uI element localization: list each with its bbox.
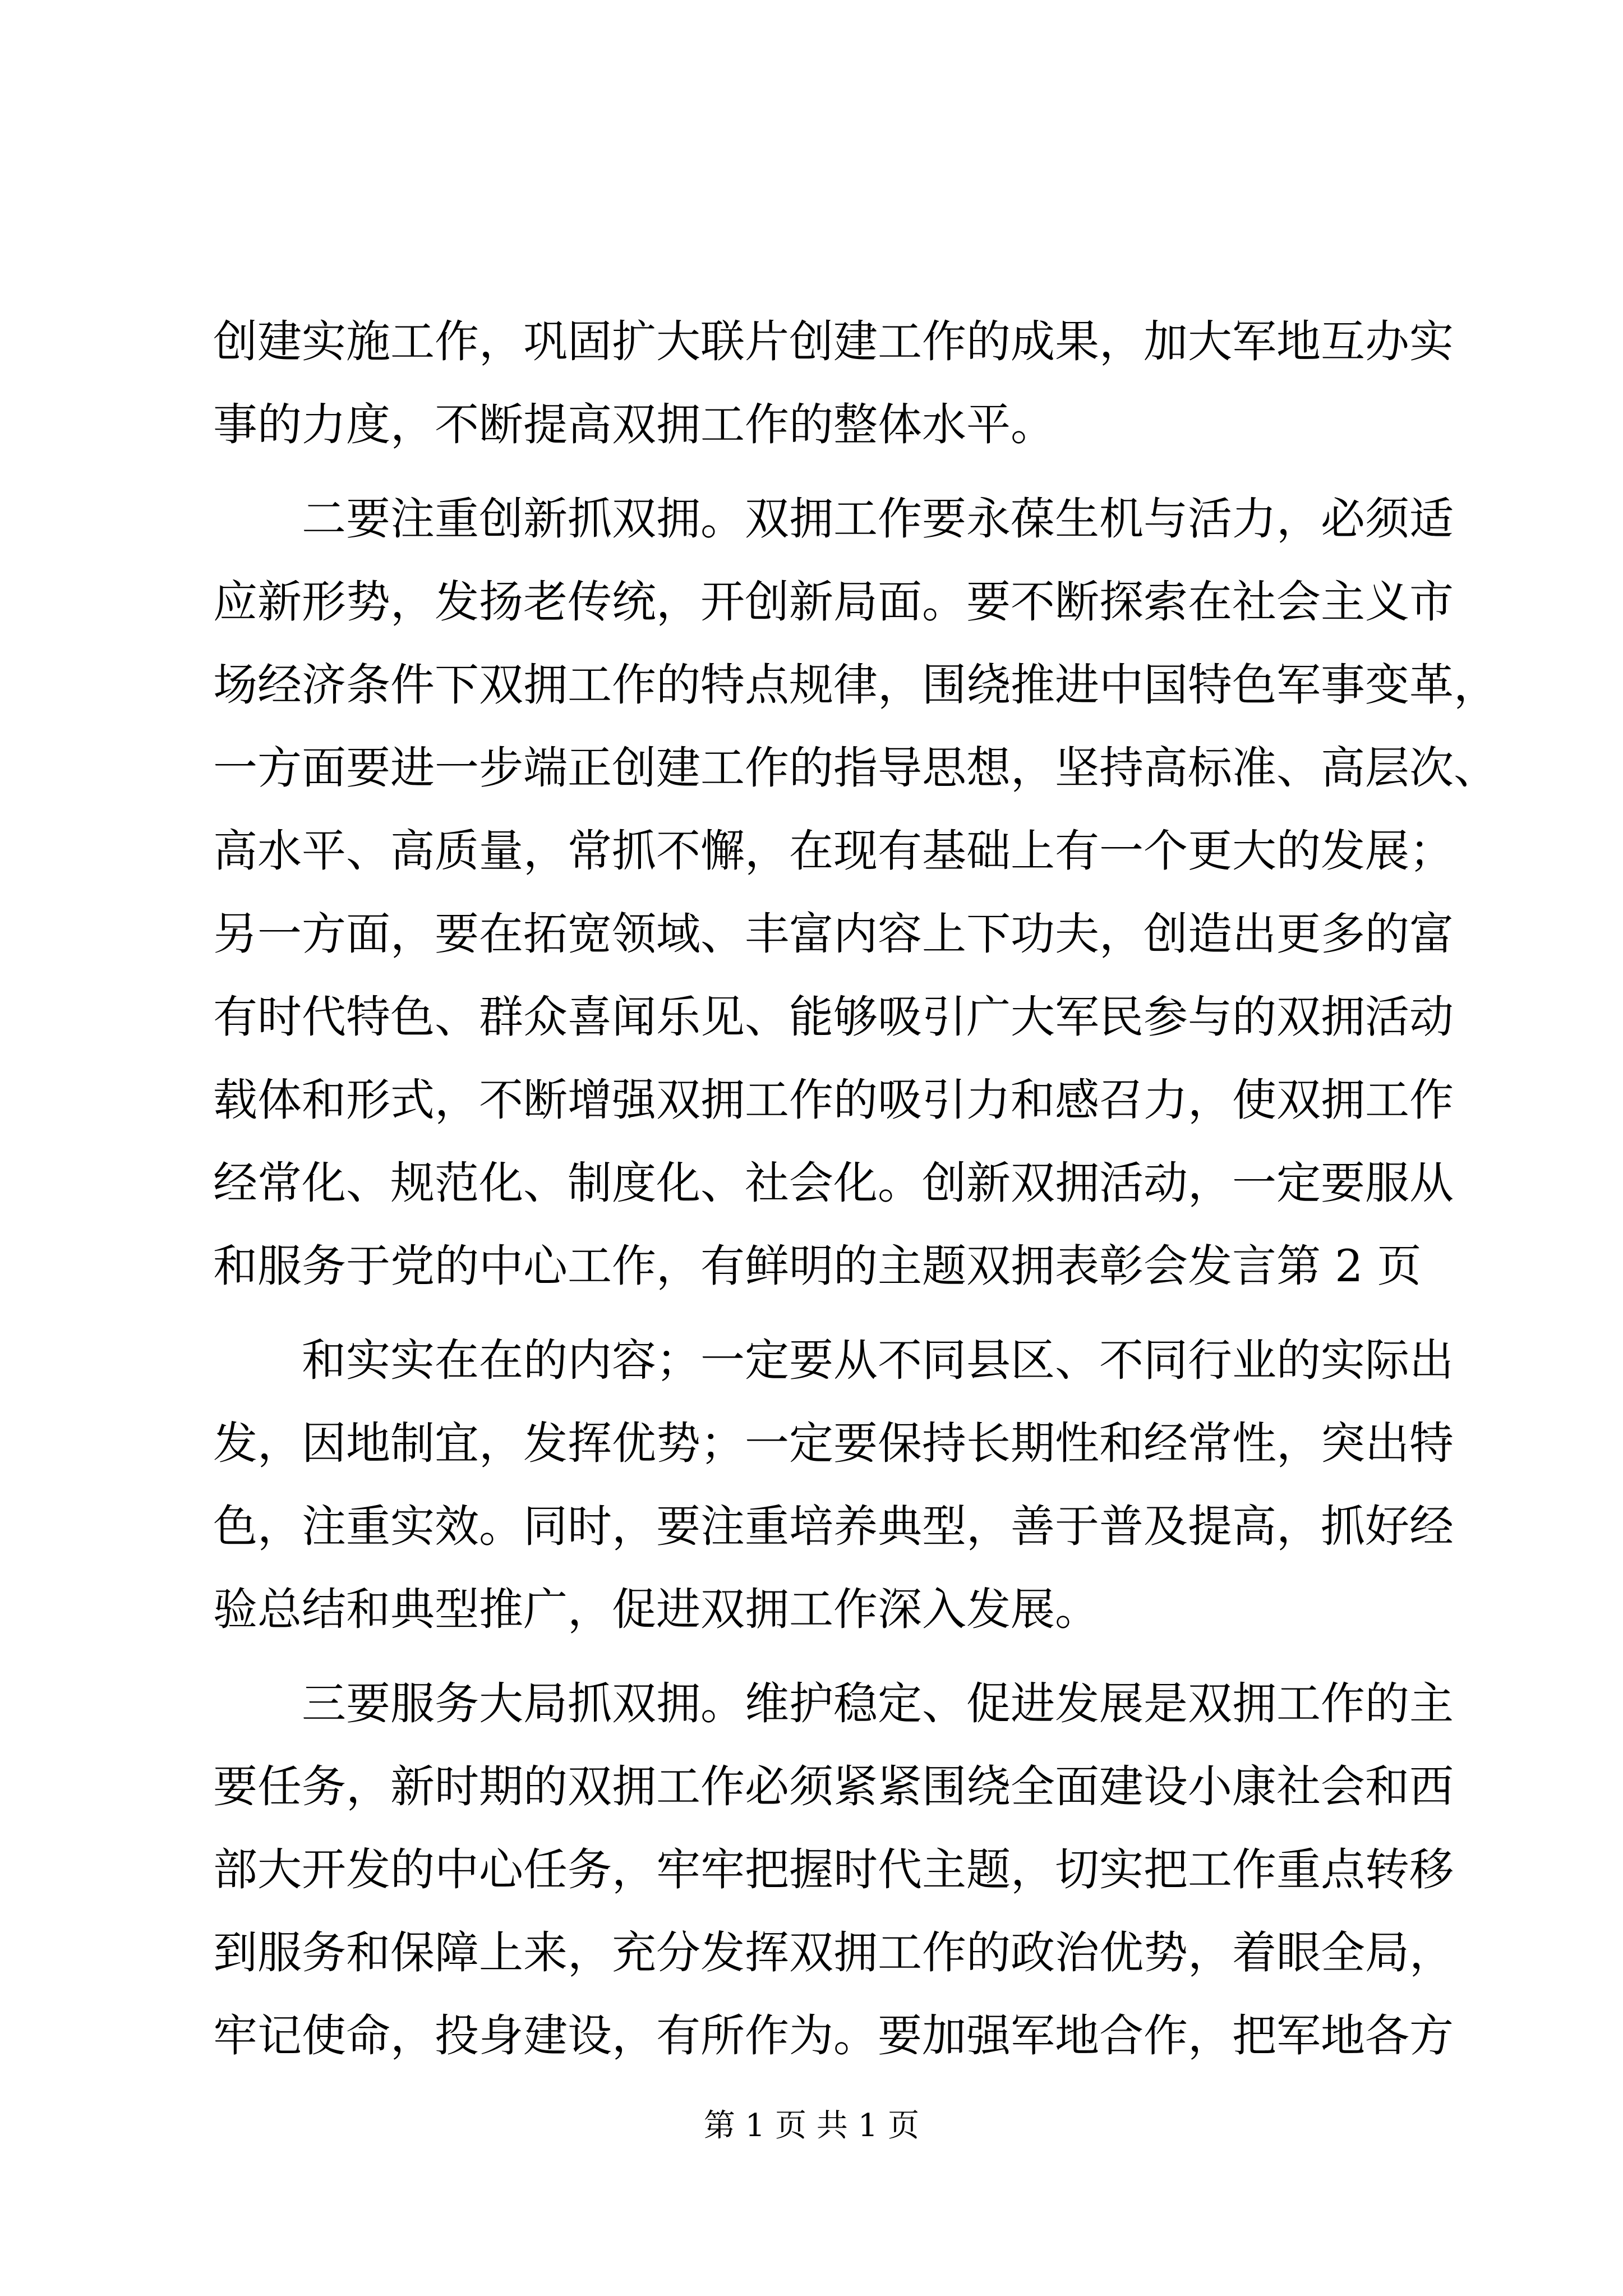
text-line: 验总结和典型推广，促进双拥工作深入发展。 [213, 1584, 1099, 1635]
text-line: 牢记使命，投身建设，有所作为。要加强军地合作，把军地各方 [213, 2010, 1454, 2062]
paragraph-start-line: 二要注重创新抓双拥。双拥工作要永葆生机与活力，必须适 [213, 493, 1454, 545]
text-line: 高水平、高质量，常抓不懈，在现有基础上有一个更大的发展； [213, 825, 1454, 877]
paragraph-start-line: 三要服务大局抓双拥。维护稳定、促进发展是双拥工作的主 [213, 1678, 1454, 1729]
text-line: 场经济条件下双拥工作的特点规律，围绕推进中国特色军事变革， [213, 659, 1498, 711]
text-line: 和服务于党的中心工作，有鲜明的主题双拥表彰会发言第 2 页 [213, 1240, 1422, 1292]
document-body [213, 300, 1498, 2077]
text-line: 部大开发的中心任务，牢牢把握时代主题，切实把工作重点转移 [213, 1844, 1454, 1895]
text-line: 应新形势，发扬老传统，开创新局面。要不断探索在社会主义市 [213, 576, 1454, 628]
text-line: 载体和形式，不断增强双拥工作的吸引力和感召力，使双拥工作 [213, 1074, 1454, 1126]
text-line: 经常化、规范化、制度化、社会化。创新双拥活动，一定要服从 [213, 1157, 1454, 1209]
text-line: 另一方面，要在拓宽领域、丰富内容上下功夫，创造出更多的富 [213, 908, 1454, 960]
text-line: 创建实施工作，巩固扩大联片创建工作的成果，加大军地互办实 [213, 316, 1454, 367]
page-footer: 第 1 页 共 1 页 [703, 2108, 920, 2144]
text-line: 有时代特色、群众喜闻乐见、能够吸引广大军民参与的双拥活动 [213, 991, 1454, 1043]
text-line: 发，因地制宜，发挥优势；一定要保持长期性和经常性，突出特 [213, 1418, 1454, 1469]
paragraph-start-line: 和实实在在的内容；一定要从不同县区、不同行业的实际出 [213, 1335, 1454, 1386]
text-line: 色，注重实效。同时，要注重培养典型，善于普及提高，抓好经 [213, 1501, 1454, 1552]
text-line: 一方面要进一步端正创建工作的指导思想，坚持高标准、高层次、 [213, 742, 1498, 794]
text-line: 到服务和保障上来，充分发挥双拥工作的政治优势，着眼全局， [213, 1927, 1454, 1978]
text-line: 事的力度，不断提高双拥工作的整体水平。 [213, 399, 1055, 450]
text-line: 要任务，新时期的双拥工作必须紧紧围绕全面建设小康社会和西 [213, 1761, 1454, 1812]
